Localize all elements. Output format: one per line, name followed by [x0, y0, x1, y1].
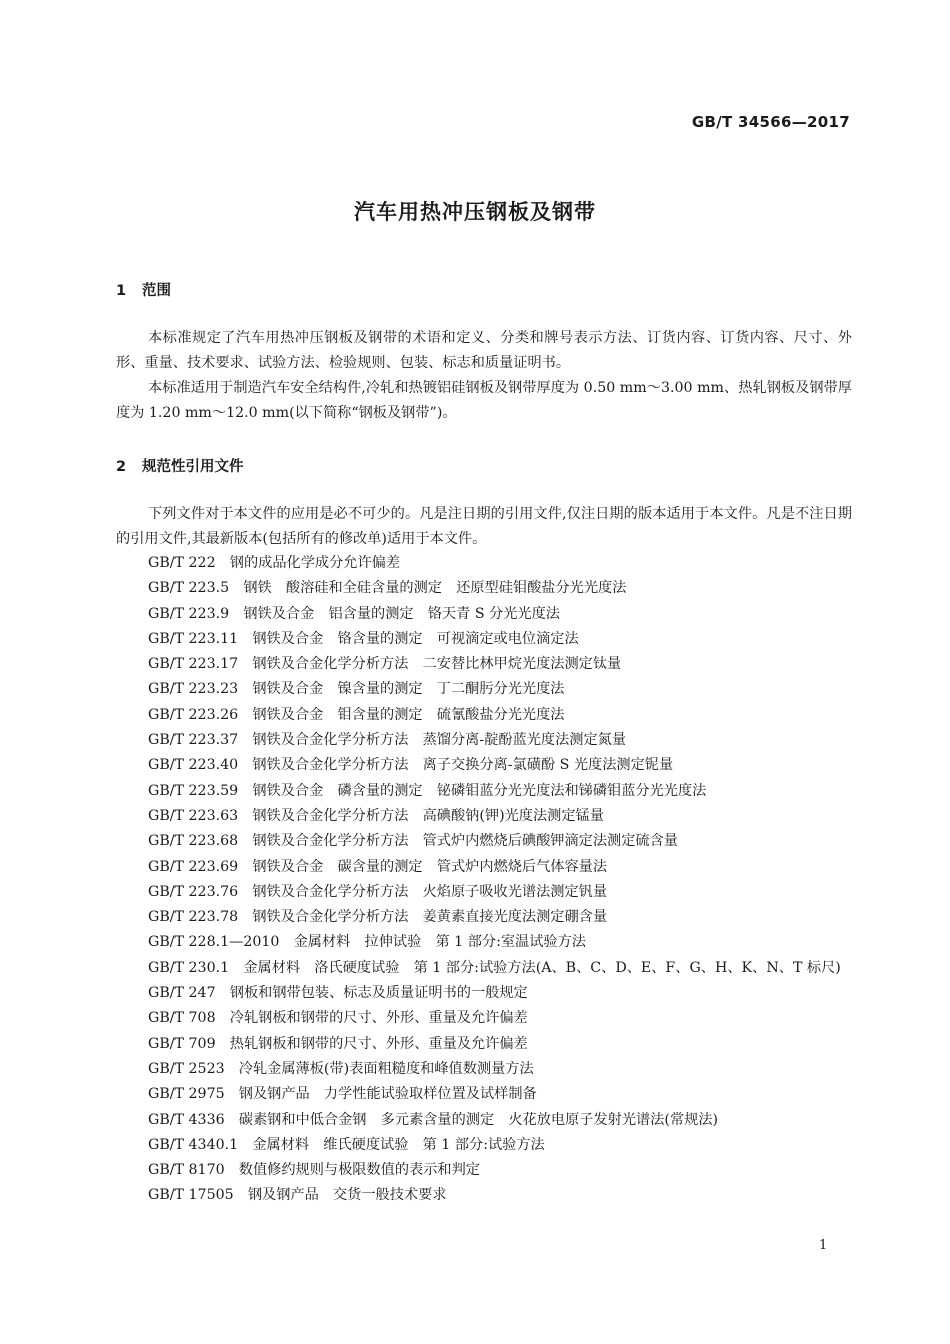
reference-item: GB/T 223.11 钢铁及合金 铬含量的测定 可视滴定或电位滴定法 [148, 630, 579, 647]
reference-list [116, 551, 852, 1209]
reference-item: GB/T 223.63 钢铁及合金化学分析方法 高碘酸钠(钾)光度法测定锰量 [148, 807, 604, 824]
reference-item: GB/T 4340.1 金属材料 维氏硬度试验 第 1 部分:试验方法 [148, 1136, 545, 1153]
section-1-number: 1 [116, 283, 127, 299]
reference-item: GB/T 2523 冷轧金属薄板(带)表面粗糙度和峰值数测量方法 [148, 1060, 534, 1077]
reference-item: GB/T 230.1 金属材料 洛氏硬度试验 第 1 部分:试验方法(A、B、C、D、E、F、G、H、K、N、T 标尺) [148, 959, 841, 976]
reference-item: GB/T 247 钢板和钢带包装、标志及质量证明书的一般规定 [148, 985, 528, 1002]
reference-item: GB/T 228.1—2010 金属材料 拉伸试验 第 1 部分:室温试验方法 [148, 934, 586, 951]
reference-item: GB/T 223.23 钢铁及合金 镍含量的测定 丁二酮肟分光光度法 [148, 681, 565, 698]
document-title: 汽车用热冲压钢板及钢带 [354, 200, 596, 224]
section-2-heading [116, 455, 244, 476]
reference-item: GB/T 223.40 钢铁及合金化学分析方法 离子交换分离-氯磺酚 S 光度法测定铌量 [148, 757, 674, 774]
reference-item: GB/T 223.69 钢铁及合金 碳含量的测定 管式炉内燃烧后气体容量法 [148, 858, 608, 875]
reference-item: GB/T 223.5 钢铁 酸溶硅和全硅含量的测定 还原型硅钼酸盐分光光度法 [148, 580, 627, 597]
reference-item: GB/T 4336 碳素钢和中低合金钢 多元素含量的测定 火花放电原子发射光谱法(常规法) [148, 1111, 719, 1128]
reference-item: GB/T 709 热轧钢板和钢带的尺寸、外形、重量及允许偏差 [148, 1035, 528, 1052]
section-1-paragraph-1: 本标准规定了汽车用热冲压钢板及钢带的术语和定义、分类和牌号表示方法、订货内容、订货内容、尺寸、外形、重量、技术要求、试验方法、检验规则、包装、标志和质量证明书。 [116, 330, 852, 371]
section-1-heading [116, 279, 171, 300]
reference-item: GB/T 2975 钢及钢产品 力学性能试验取样位置及试样制备 [148, 1086, 537, 1103]
reference-item: GB/T 17505 钢及钢产品 交货一般技术要求 [148, 1187, 447, 1204]
section-1-title: 范围 [142, 283, 171, 299]
reference-item: GB/T 223.59 钢铁及合金 磷含量的测定 铋磷钼蓝分光光度法和锑磷钼蓝分光光度法 [148, 782, 707, 799]
reference-item: GB/T 223.9 钢铁及合金 铝含量的测定 铬天青 S 分光光度法 [148, 605, 560, 622]
reference-item: GB/T 708 冷轧钢板和钢带的尺寸、外形、重量及允许偏差 [148, 1010, 528, 1027]
reference-item: GB/T 223.68 钢铁及合金化学分析方法 管式炉内燃烧后碘酸钾滴定法测定硫含量 [148, 833, 678, 850]
section-2-intro: 下列文件对于本文件的应用是必不可少的。凡是注日期的引用文件,仅注日期的版本适用于本文件。凡是不注日期的引用文件,其最新版本(包括所有的修改单)适用于本文件。 [116, 506, 852, 547]
reference-item: GB/T 223.17 钢铁及合金化学分析方法 二安替比林甲烷光度法测定钛量 [148, 656, 622, 673]
reference-item: GB/T 223.37 钢铁及合金化学分析方法 蒸馏分离-靛酚蓝光度法测定氮量 [148, 732, 627, 749]
reference-item: GB/T 223.78 钢铁及合金化学分析方法 姜黄素直接光度法测定硼含量 [148, 909, 608, 926]
reference-item: GB/T 222 钢的成品化学成分允许偏差 [148, 555, 401, 571]
section-2-title: 规范性引用文件 [142, 459, 244, 475]
page-number: 1 [819, 1238, 828, 1253]
section-2-number: 2 [116, 459, 127, 475]
reference-item: GB/T 223.26 钢铁及合金 钼含量的测定 硫氰酸盐分光光度法 [148, 706, 565, 723]
standard-code: GB/T 34566—2017 [691, 113, 850, 131]
reference-item: GB/T 8170 数值修约规则与极限数值的表示和判定 [148, 1162, 480, 1179]
reference-item: GB/T 223.76 钢铁及合金化学分析方法 火焰原子吸收光谱法测定钒量 [148, 883, 608, 900]
section-1-paragraph-2: 本标准适用于制造汽车安全结构件,冷轧和热镀铝硅钢板及钢带厚度为 0.50 mm～3.00 mm、热轧钢板及钢带厚度为 1.20 mm～12.0 mm(以下简称“钢板及钢带”)。 [116, 380, 852, 421]
